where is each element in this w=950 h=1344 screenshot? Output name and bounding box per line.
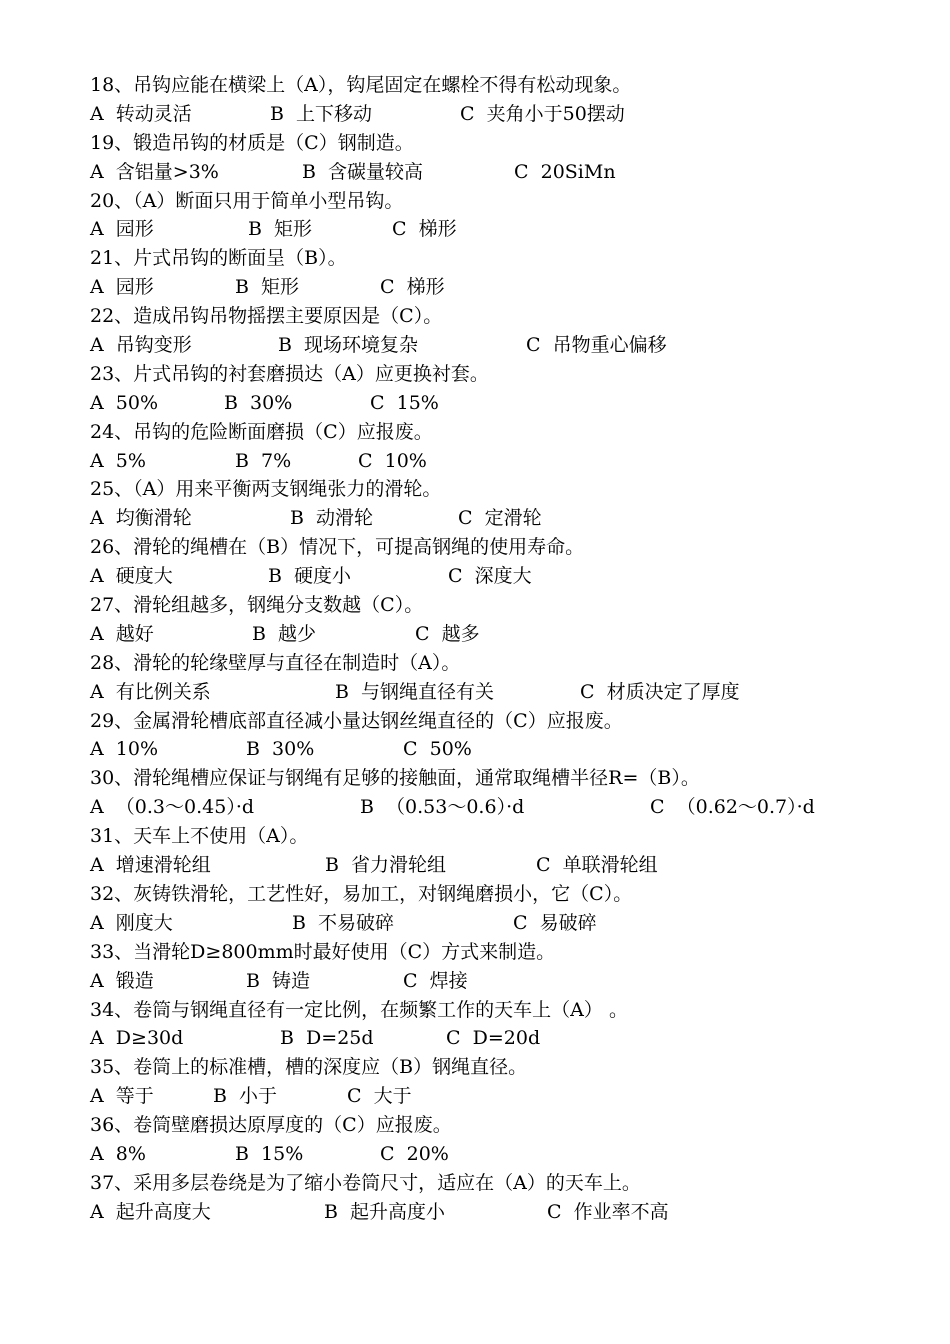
option-c: C D=20d [446, 1027, 541, 1050]
option-b: B （0.53～0.6）·d [360, 796, 525, 819]
question-text: 27、滑轮组越多，钢绳分支数越（C）。 [90, 594, 424, 617]
option-b: B 15% [235, 1142, 304, 1165]
options-row [90, 678, 910, 707]
option-b: B 30% [246, 738, 315, 761]
options-row [90, 851, 910, 880]
options-row [90, 735, 910, 764]
option-a: A 吊钩变形 [90, 334, 192, 357]
option-a: A 刚度大 [90, 911, 173, 934]
option-c: C 20% [380, 1142, 449, 1165]
options-row [90, 1198, 910, 1227]
option-b: B 现场环境复杂 [278, 334, 419, 357]
question-text: 30、滑轮绳槽应保证与钢绳有足够的接触面，通常取绳槽半径R=（B）。 [90, 767, 700, 790]
option-c: C 15% [370, 391, 439, 414]
option-a: A 园形 [90, 218, 154, 241]
options-row [90, 389, 910, 418]
options-row [90, 1024, 910, 1053]
options-row [90, 447, 910, 476]
option-c: C 夹角小于50摆动 [460, 102, 625, 125]
document-page [90, 71, 910, 1227]
option-a: A 园形 [90, 276, 154, 299]
question-text: 34、卷筒与钢绳直径有一定比例，在频繁工作的天车上（A） 。 [90, 998, 628, 1021]
option-c: C 梯形 [380, 276, 445, 299]
option-a: A 10% [90, 738, 159, 761]
question-text: 29、金属滑轮槽底部直径减小量达钢丝绳直径的（C）应报废。 [90, 709, 623, 732]
option-a: A （0.3～0.45）·d [90, 796, 255, 819]
options-row [90, 504, 910, 533]
option-b: B 矩形 [235, 276, 300, 299]
question-text: 25、（A）用来平衡两支钢绳张力的滑轮。 [90, 478, 442, 501]
question-text: 26、滑轮的绳槽在（B）情况下，可提高钢绳的使用寿命。 [90, 536, 585, 559]
option-a: A 起升高度大 [90, 1200, 211, 1223]
options-row [90, 331, 910, 360]
option-b: B 不易破碎 [292, 911, 395, 934]
options-row [90, 620, 910, 649]
option-b: B 上下移动 [270, 102, 373, 125]
question-text: 28、滑轮的轮缘壁厚与直径在制造时（A）。 [90, 651, 461, 674]
option-b: B 30% [224, 391, 293, 414]
option-b: B 省力滑轮组 [325, 854, 447, 877]
option-a: A 50% [90, 391, 159, 414]
option-b: B 与钢绳直径有关 [335, 680, 495, 703]
question-text: 37、采用多层卷绕是为了缩小卷筒尺寸，适应在（A）的天车上。 [90, 1171, 641, 1194]
option-c: C 焊接 [403, 969, 468, 992]
option-c: C 定滑轮 [458, 507, 542, 530]
option-b: B 越少 [252, 622, 317, 645]
question-text: 19、锻造吊钩的材质是（C）钢制造。 [90, 131, 414, 154]
option-c: C 大于 [347, 1085, 412, 1108]
options-row [90, 158, 910, 187]
question-text: 20、（A）断面只用于简单小型吊钩。 [90, 189, 404, 212]
option-a: A 转动灵活 [90, 102, 192, 125]
question-text: 24、吊钩的危险断面磨损（C）应报废。 [90, 420, 433, 443]
option-a: A 8% [90, 1142, 146, 1165]
option-c: C 作业率不高 [547, 1200, 669, 1223]
option-b: B D=25d [280, 1027, 374, 1050]
question-text: 33、当滑轮D≥800mm时最好使用（C）方式来制造。 [90, 940, 556, 963]
question-text: 31、天车上不使用（A）。 [90, 825, 309, 848]
option-c: C 越多 [415, 622, 480, 645]
option-b: B 硬度小 [268, 565, 352, 588]
option-a: A 均衡滑轮 [90, 507, 192, 530]
option-c: C 吊物重心偏移 [526, 334, 667, 357]
question-text: 23、片式吊钩的衬套磨损达（A）应更换衬套。 [90, 362, 489, 385]
option-b: B 动滑轮 [290, 507, 374, 530]
option-b: B 含碳量较高 [302, 160, 424, 183]
option-b: B 矩形 [248, 218, 313, 241]
option-b: B 小于 [213, 1085, 278, 1108]
option-b: B 起升高度小 [324, 1200, 446, 1223]
option-a: A 等于 [90, 1085, 154, 1108]
options-row [90, 793, 910, 822]
option-c: C 20SiMn [514, 160, 616, 183]
options-row [90, 273, 910, 302]
option-a: A 硬度大 [90, 565, 173, 588]
option-c: C 梯形 [392, 218, 457, 241]
option-c: C 10% [358, 449, 427, 472]
option-c: C （0.62～0.7）·d [650, 796, 815, 819]
option-c: C 易破碎 [513, 911, 597, 934]
option-a: A 含铝量>3% [90, 160, 219, 183]
options-row [90, 1082, 910, 1111]
question-text: 35、卷筒上的标准槽，槽的深度应（B）钢绳直径。 [90, 1056, 528, 1079]
option-b: B 7% [235, 449, 292, 472]
question-text: 36、卷筒壁磨损达原厚度的（C）应报废。 [90, 1114, 452, 1137]
option-a: A 增速滑轮组 [90, 854, 211, 877]
option-a: A 越好 [90, 622, 154, 645]
options-row [90, 100, 910, 129]
question-text: 22、造成吊钩吊物摇摆主要原因是（C）。 [90, 305, 443, 328]
options-row [90, 215, 910, 244]
option-c: C 深度大 [448, 565, 532, 588]
option-c: C 50% [403, 738, 472, 761]
question-text: 21、片式吊钩的断面呈（B）。 [90, 247, 347, 270]
option-c: C 材质决定了厚度 [580, 680, 740, 703]
options-row [90, 1140, 910, 1169]
question-text: 32、灰铸铁滑轮，工艺性好，易加工，对钢绳磨损小，它（C）。 [90, 882, 633, 905]
option-a: A 锻造 [90, 969, 154, 992]
option-a: A 5% [90, 449, 146, 472]
option-a: A D≥30d [90, 1027, 184, 1050]
option-a: A 有比例关系 [90, 680, 211, 703]
option-c: C 单联滑轮组 [536, 854, 658, 877]
option-b: B 铸造 [246, 969, 311, 992]
options-row [90, 967, 910, 996]
options-row [90, 562, 910, 591]
question-text: 18、吊钩应能在横梁上（A），钩尾固定在螺栓不得有松动现象。 [90, 74, 632, 96]
options-row [90, 909, 910, 938]
